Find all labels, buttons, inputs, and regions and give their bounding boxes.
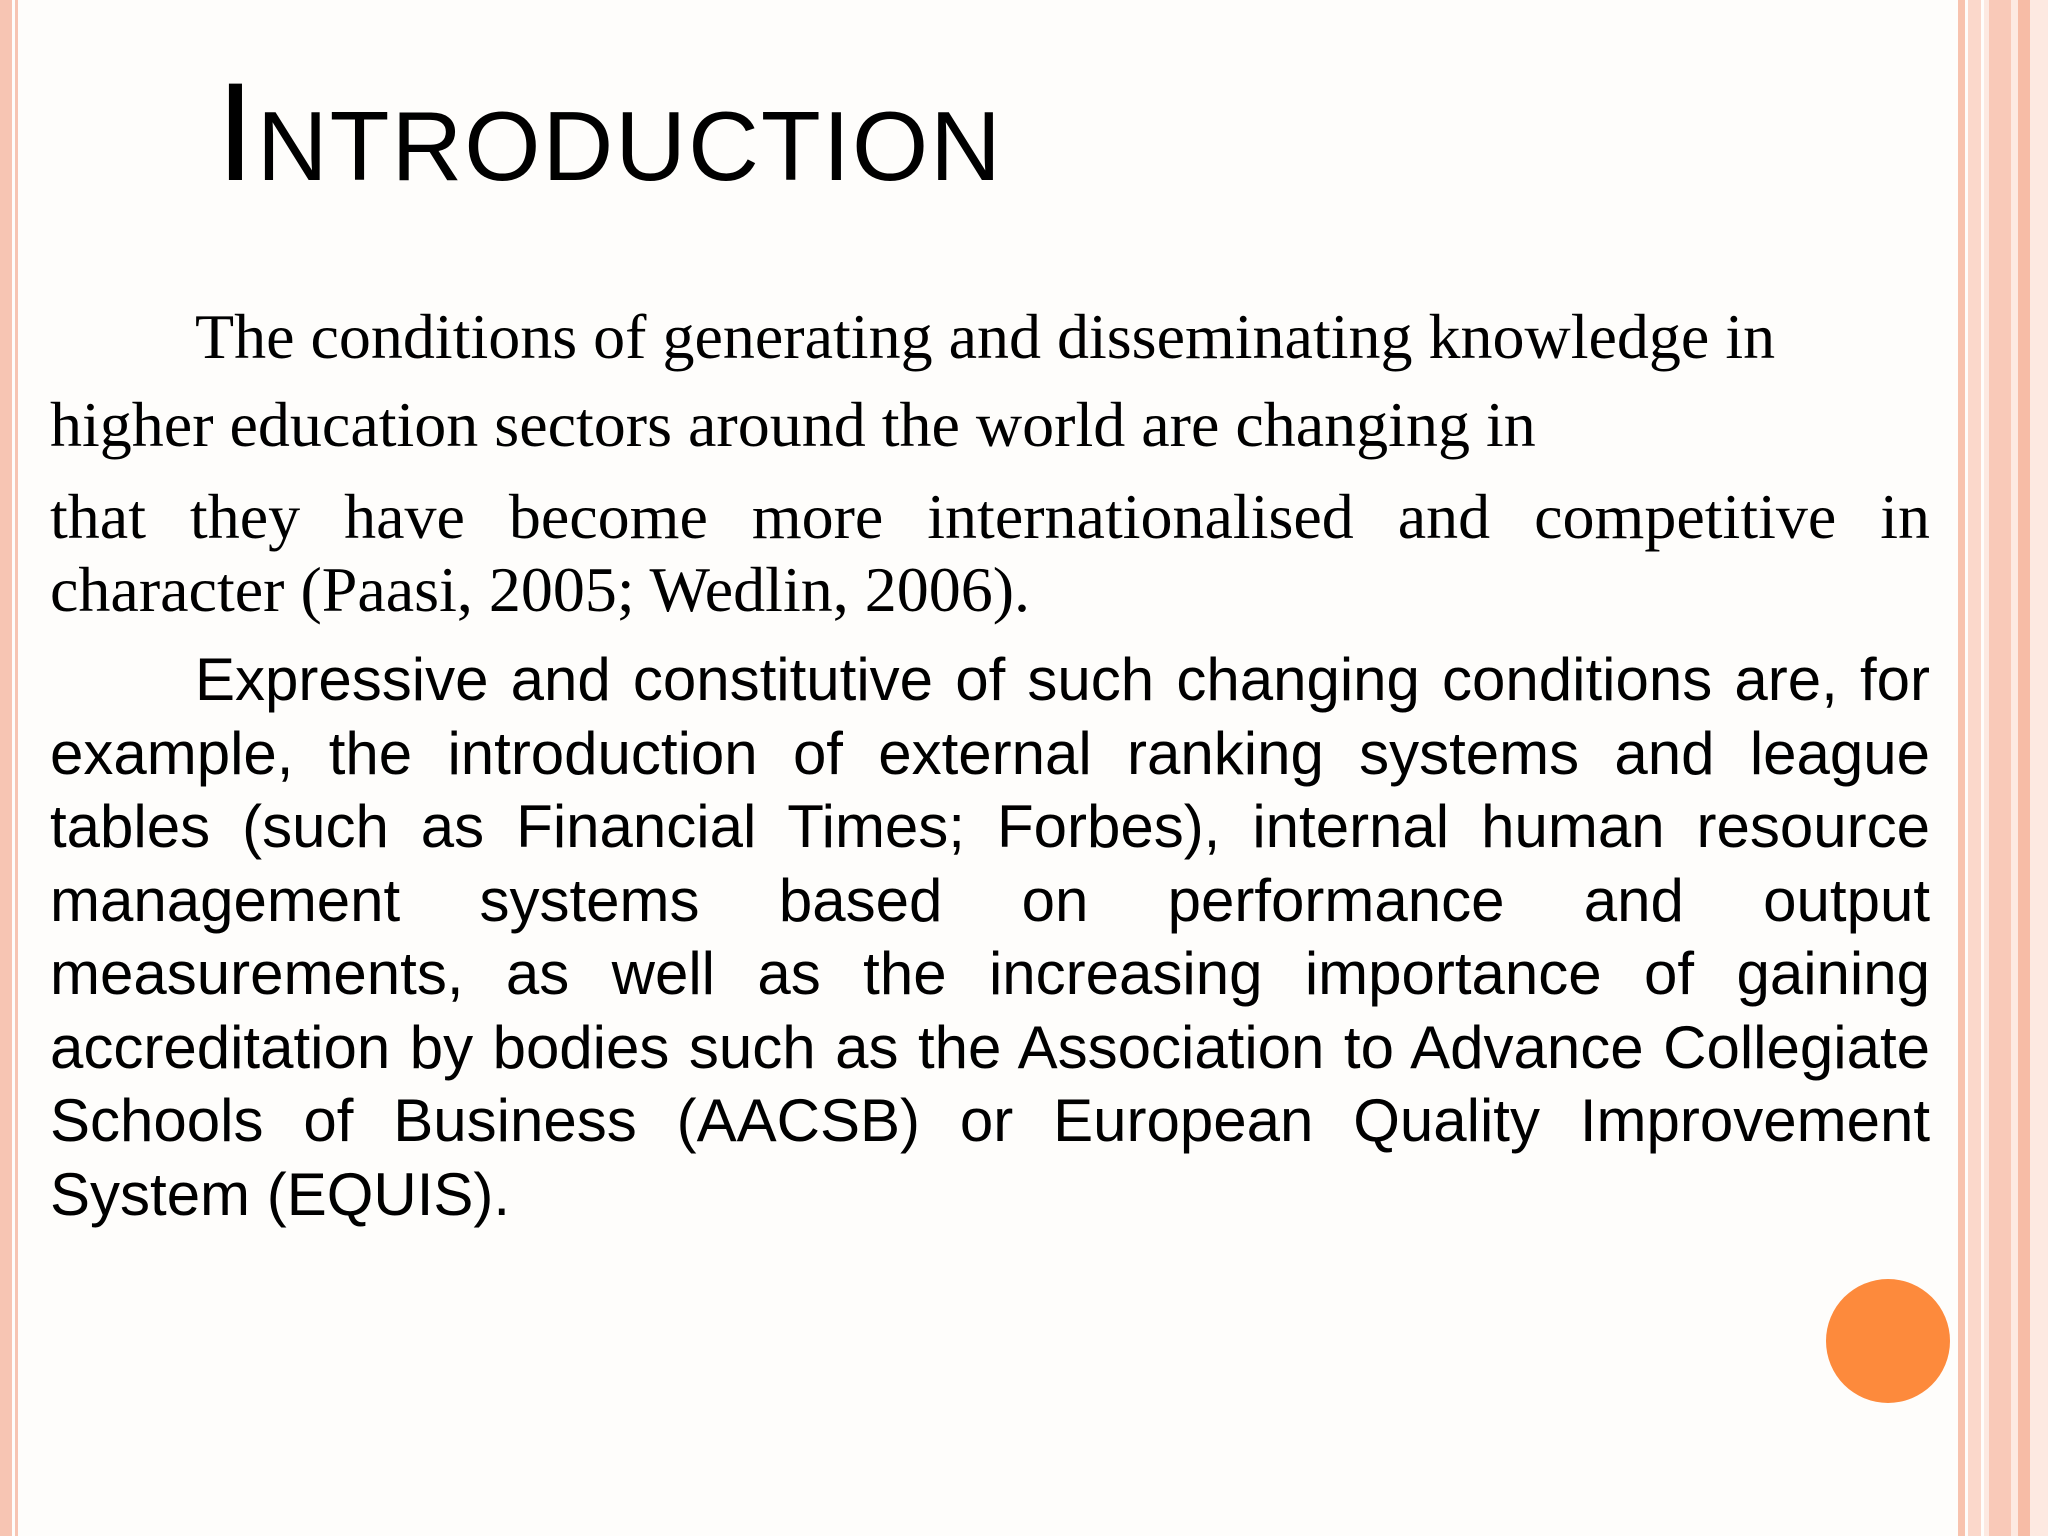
paragraph2-text: Expressive and constitutive of such changing conditions are, for example, the introduction of external ranking systems and league tables (such as Financial Times; Forbes), internal human resource management systems based on performance and output measurements, as well as the increasing importance of gaining accreditation by bodies such as the Association to Advance Collegiate Schools of Business (AACSB) or European Quality Improvement System (EQUIS). [50,646,1930,1228]
paragraph1-line2: higher education sectors around the world are changing in [50,389,1536,460]
left-border-line [15,0,18,1536]
slide-title: Introduction [216,53,1003,210]
paragraph2 [50,643,1930,1231]
left-border-stripe [0,0,12,1536]
paragraph1-line1: The conditions of generating and disseminating knowledge in [195,301,1776,372]
right-border-stripe-2 [1968,0,1981,1536]
paragraph1-continuation: that they have become more internationalised and competitive in character (Paasi, 2005; Wedlin, 2006). [50,481,1930,625]
decorative-orange-circle [1826,1279,1950,1403]
right-border-stripe-3 [1989,0,2011,1536]
right-border-stripe-1 [1958,0,1965,1536]
right-border-stripe-4 [2018,0,2030,1536]
